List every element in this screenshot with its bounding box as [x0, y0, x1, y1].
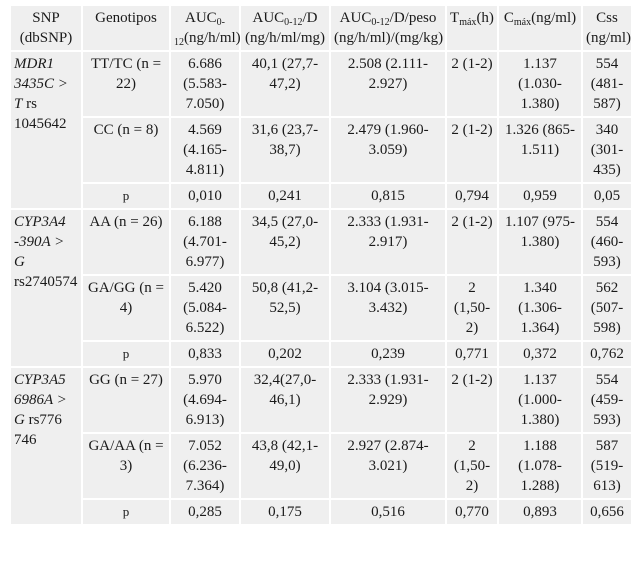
- p-label: p: [83, 184, 169, 208]
- col-header-auc: $AUC_{0-12}(ng/h/ml)$: [171, 6, 239, 50]
- p-value-auc: 0,285: [171, 500, 239, 524]
- value-cell-auc-d-peso: 2.479 (1.960-3.059): [331, 118, 445, 182]
- p-value-auc-d-peso: 0,239: [331, 342, 445, 366]
- snp-gene: CYP3A4 -390A > G: [14, 214, 66, 270]
- table-header: [11, 6, 631, 50]
- p-value-css: 0,05: [583, 184, 631, 208]
- p-value-tmax: 0,794: [447, 184, 497, 208]
- value-cell-css: 562 (507-598): [583, 276, 631, 340]
- value-cell-cmax: 1.188 (1.078-1.288): [499, 434, 581, 498]
- value-cell-cmax: 1.137 (1.030-1.380): [499, 52, 581, 116]
- value-cell-auc: 6.188 (4.701-6.977): [171, 210, 239, 274]
- snp-rs: rs2740574: [14, 274, 78, 290]
- p-value-css: 0,762: [583, 342, 631, 366]
- value-cell-auc: 7.052 (6.236-7.364): [171, 434, 239, 498]
- snp-gene: CYP3A5 6986A > G: [14, 372, 67, 428]
- value-cell-auc-d: 50,8 (41,2-52,5): [241, 276, 329, 340]
- table-body: [11, 52, 631, 524]
- value-cell-auc-d: 40,1 (27,7-47,2): [241, 52, 329, 116]
- table-row: [11, 434, 631, 498]
- snp-cell: [11, 368, 81, 524]
- snp-cell: [11, 210, 81, 366]
- value-cell-auc-d-peso: 2.508 (2.111-2.927): [331, 52, 445, 116]
- genotype-cell: CC (n = 8): [83, 118, 169, 182]
- table-row: [11, 368, 631, 432]
- value-cell-cmax: 1.326 (865-1.511): [499, 118, 581, 182]
- p-value-auc: 0,833: [171, 342, 239, 366]
- table-row: [11, 210, 631, 274]
- p-value-cmax: 0,372: [499, 342, 581, 366]
- table-row: [11, 118, 631, 182]
- value-cell-auc-d-peso: 2.927 (2.874-3.021): [331, 434, 445, 498]
- value-cell-tmax: 2 (1-2): [447, 210, 497, 274]
- p-value-css: 0,656: [583, 500, 631, 524]
- genotype-cell: GA/GG (n = 4): [83, 276, 169, 340]
- value-cell-cmax: 1.137 (1.000-1.380): [499, 368, 581, 432]
- snp-cell: [11, 52, 81, 208]
- value-cell-auc-d: 31,6 (23,7-38,7): [241, 118, 329, 182]
- p-label: p: [83, 500, 169, 524]
- col-header-cmax: $C_{máx}(ng/ml)$: [499, 6, 581, 50]
- value-cell-css: 587 (519-613): [583, 434, 631, 498]
- genotype-cell: AA (n = 26): [83, 210, 169, 274]
- table-row: [11, 52, 631, 116]
- pharmacokinetics-table: [9, 4, 633, 526]
- p-value-auc: 0,010: [171, 184, 239, 208]
- p-value-auc-d-peso: 0,516: [331, 500, 445, 524]
- p-value-auc-d-peso: 0,815: [331, 184, 445, 208]
- table-row: [11, 276, 631, 340]
- value-cell-auc-d: 43,8 (42,1-49,0): [241, 434, 329, 498]
- value-cell-auc-d: 34,5 (27,0-45,2): [241, 210, 329, 274]
- p-value-row: [11, 500, 631, 524]
- value-cell-tmax: 2 (1-2): [447, 118, 497, 182]
- col-header-auc-d: $AUC_{0-12}/D$ (ng/h/ml/mg): [241, 6, 329, 50]
- value-cell-tmax: 2 (1-2): [447, 368, 497, 432]
- col-header-tmax: $T_{máx}(h)$: [447, 6, 497, 50]
- value-cell-auc-d-peso: 3.104 (3.015-3.432): [331, 276, 445, 340]
- p-value-tmax: 0,770: [447, 500, 497, 524]
- genotype-cell: GG (n = 27): [83, 368, 169, 432]
- col-header-css: Css (ng/ml): [583, 6, 631, 50]
- value-cell-css: 554 (481-587): [583, 52, 631, 116]
- col-header-snp: SNP (dbSNP): [11, 6, 81, 50]
- value-cell-auc: 4.569 (4.165-4.811): [171, 118, 239, 182]
- value-cell-cmax: 1.107 (975-1.380): [499, 210, 581, 274]
- p-label: p: [83, 342, 169, 366]
- snp-rs: rs776 746: [14, 412, 62, 448]
- value-cell-auc-d-peso: 2.333 (1.931-2.929): [331, 368, 445, 432]
- value-cell-auc-d: 32,4(27,0-46,1): [241, 368, 329, 432]
- value-cell-tmax: 2 (1,50-2): [447, 434, 497, 498]
- p-value-cmax: 0,959: [499, 184, 581, 208]
- value-cell-auc: 6.686 (5.583-7.050): [171, 52, 239, 116]
- col-header-genotipos: Genotipos: [83, 6, 169, 50]
- value-cell-css: 554 (460-593): [583, 210, 631, 274]
- snp-rs: rs 1045642: [14, 96, 67, 132]
- p-value-auc-d: 0,175: [241, 500, 329, 524]
- genotype-cell: GA/AA (n = 3): [83, 434, 169, 498]
- value-cell-tmax: 2 (1-2): [447, 52, 497, 116]
- p-value-row: [11, 342, 631, 366]
- value-cell-auc-d-peso: 2.333 (1.931-2.917): [331, 210, 445, 274]
- col-header-auc-d-peso: $AUC_{0-12}/D$/peso (ng/h/ml)/(mg/kg): [331, 6, 445, 50]
- value-cell-tmax: 2 (1,50-2): [447, 276, 497, 340]
- value-cell-auc: 5.970 (4.694-6.913): [171, 368, 239, 432]
- snp-gene: MDR1 3435C > T: [14, 56, 68, 112]
- p-value-auc-d: 0,241: [241, 184, 329, 208]
- genotype-cell: TT/TC (n = 22): [83, 52, 169, 116]
- p-value-tmax: 0,771: [447, 342, 497, 366]
- p-value-cmax: 0,893: [499, 500, 581, 524]
- value-cell-css: 554 (459-593): [583, 368, 631, 432]
- p-value-auc-d: 0,202: [241, 342, 329, 366]
- value-cell-css: 340 (301-435): [583, 118, 631, 182]
- p-value-row: [11, 184, 631, 208]
- value-cell-auc: 5.420 (5.084-6.522): [171, 276, 239, 340]
- value-cell-cmax: 1.340 (1.306-1.364): [499, 276, 581, 340]
